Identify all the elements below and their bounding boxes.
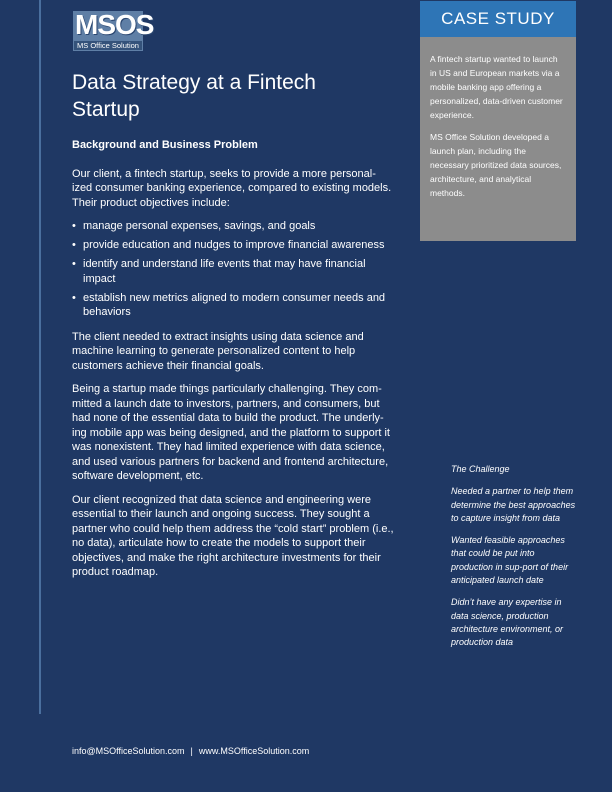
summary-paragraph: MS Office Solution developed a launch plan, including the necessary prioritized data sources, architecture, and analytical methods. (430, 132, 562, 198)
footer-separator: | (190, 746, 193, 756)
list-item: • identify and understand life events that may have financial impact (72, 257, 394, 286)
challenge-item: Didn’t have any expertise in data science, production architecture environment, or production data (451, 597, 564, 648)
list-item: • manage personal expenses, savings, and goals (72, 219, 394, 234)
list-item: • provide education and nudges to improve financial awareness (72, 238, 394, 253)
footer (72, 746, 309, 756)
logo-mark: MSOS (75, 9, 154, 40)
company-logo (73, 9, 154, 51)
main-content (72, 138, 394, 589)
body-paragraph: Our client recognized that data science and engineering were essential to their launch and ongoing success. They sought a partner who could help them address the “cold start” problem (i.e., no data), articulate how to create the models to support their objectives, and make the right architecture investments for their product roadmap. (72, 493, 394, 578)
challenge-item: Needed a partner to help them determine the best approaches to capture insight from data (451, 486, 576, 523)
case-study-summary (420, 37, 576, 241)
intro-paragraph: Our client, a fintech startup, seeks to provide a more personal-ized consumer banking experience, compared to existing models. Their product objectives include: (72, 167, 392, 209)
summary-paragraph: A fintech startup wanted to launch in US and European markets via a mobile banking app offering a personalized, data-driven customer experience. (430, 54, 563, 120)
section-heading: Background and Business Problem (72, 139, 258, 151)
footer-email-link[interactable]: info@MSOfficeSolution.com (72, 746, 185, 756)
challenge-heading: The Challenge (451, 464, 510, 474)
list-item: • establish new metrics aligned to modern consumer needs and behaviors (72, 291, 394, 320)
left-accent-line (39, 0, 41, 714)
body-paragraph: Being a startup made things particularly challenging. They com-mitted a launch date to investors, partners, and consumers, but had none of the essential data to build the product. The underly-ing mobile app was being designed, and the platform to support it was nonexistent. They had limited experience with data science, and used various partners for backend and frontend architecture, software development, etc. (72, 383, 390, 482)
body-paragraph: The client needed to extract insights using data science and machine learning to generate personalized content to help customers achieve their financial goals. (72, 330, 364, 372)
page-title: Data Strategy at a Fintech Startup (72, 71, 316, 121)
logo-name: MS Office Solution (74, 41, 142, 50)
challenge-sidebar (451, 463, 576, 659)
footer-website-link[interactable]: www.MSOfficeSolution.com (198, 746, 310, 756)
objectives-list (72, 219, 394, 320)
challenge-item: Wanted feasible approaches that could be put into production in sup-port of their anticipated launch date (451, 535, 569, 586)
case-study-label: CASE STUDY (420, 1, 576, 37)
